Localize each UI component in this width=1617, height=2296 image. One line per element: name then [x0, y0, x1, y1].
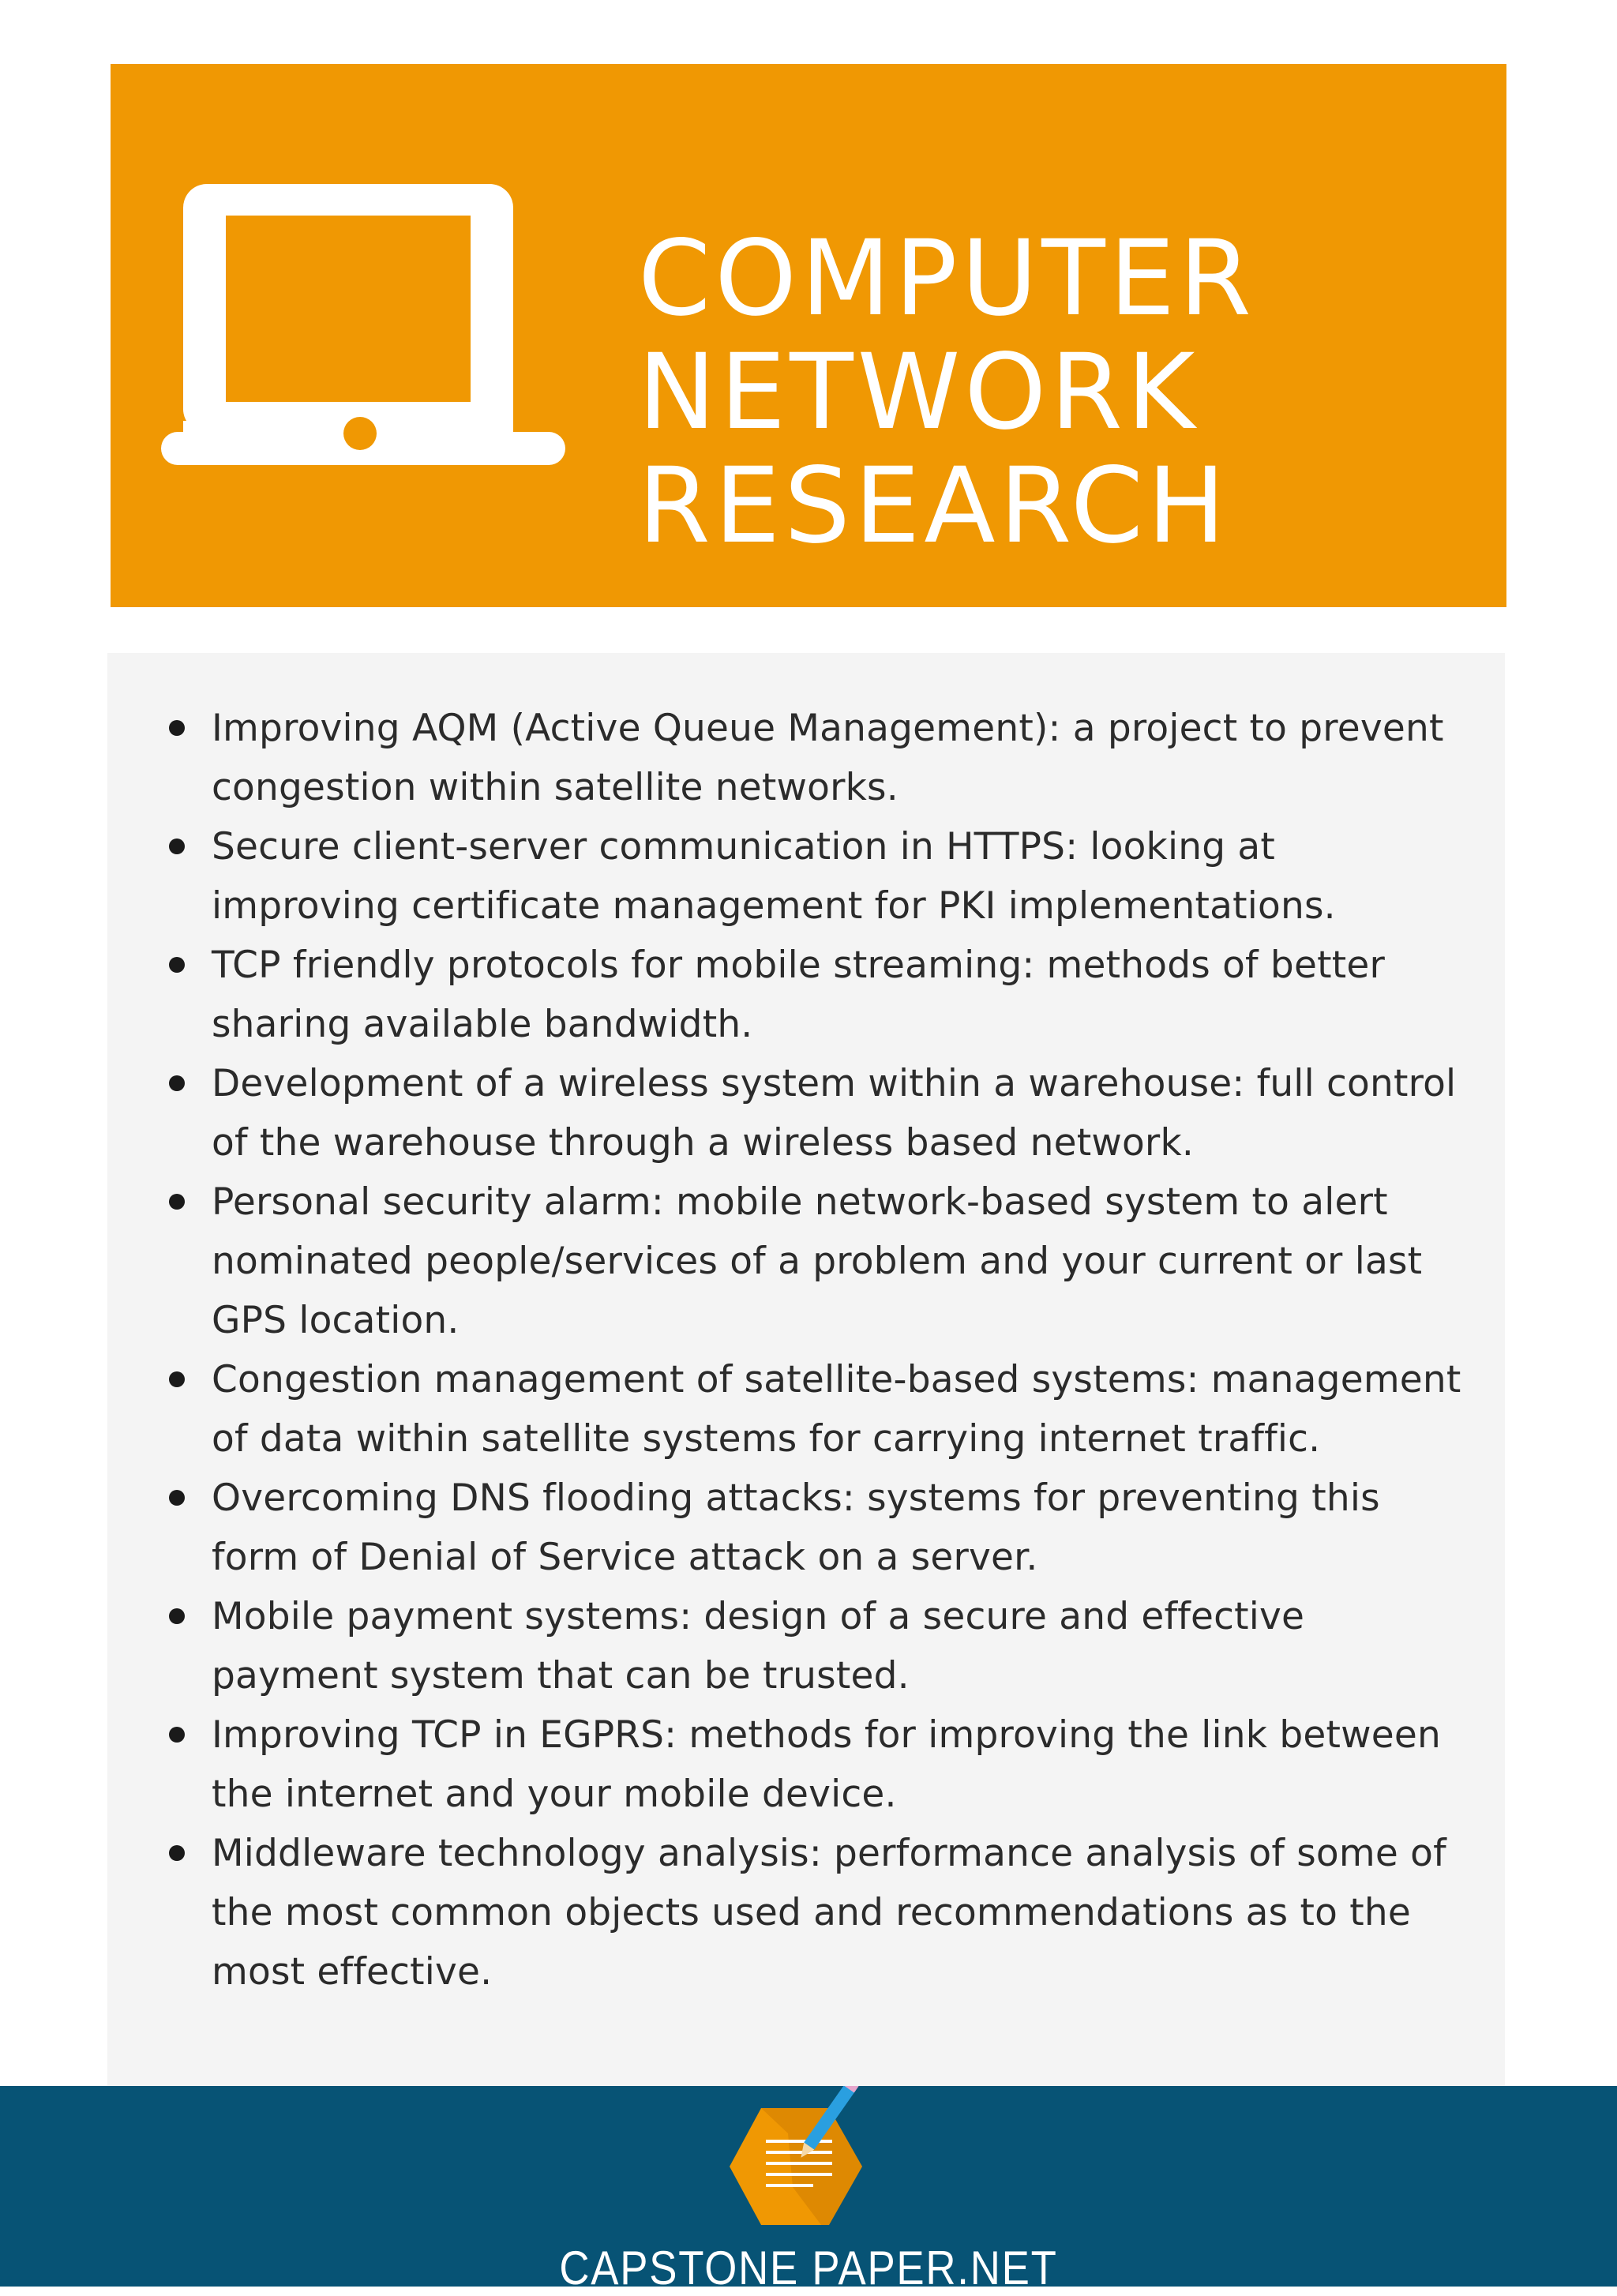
- title-line: COMPUTER: [638, 218, 1255, 340]
- bullet-icon: [169, 838, 185, 854]
- list-item: [107, 1172, 1505, 1350]
- bullet-icon: [169, 957, 185, 973]
- bullet-icon: [169, 1371, 185, 1387]
- laptop-icon: [161, 184, 565, 475]
- list-item: [107, 1469, 1505, 1587]
- list-item: [107, 1350, 1505, 1469]
- bullet-icon: [169, 720, 185, 736]
- title-line: NETWORK: [638, 332, 1199, 453]
- bullet-icon: [169, 1845, 185, 1861]
- list-item-text: Improving AQM (Active Queue Management): a project to prevent congestion within satellite networks.: [212, 707, 1444, 809]
- topic-list: [107, 699, 1505, 2001]
- list-item: [107, 699, 1505, 817]
- list-item: [107, 936, 1505, 1054]
- bullet-icon: [169, 1075, 185, 1091]
- list-item-text: Congestion management of satellite-based systems: management of data within satellite systems for carrying internet traffic.: [212, 1358, 1461, 1461]
- footer: [0, 2086, 1617, 2294]
- list-item-text: TCP friendly protocols for mobile streaming: methods of better sharing available bandwidth.: [212, 944, 1385, 1046]
- bullet-icon: [169, 1608, 185, 1624]
- list-item: [107, 1054, 1505, 1172]
- list-item-text: Development of a wireless system within a warehouse: full control of the warehouse through a wireless based network.: [212, 1062, 1457, 1165]
- list-item-text: Personal security alarm: mobile network-based system to alert nominated people/services of a problem and your current or last GPS location.: [212, 1180, 1423, 1342]
- content-panel: [107, 653, 1505, 2129]
- list-item: [107, 817, 1505, 936]
- bullet-icon: [169, 1194, 185, 1210]
- list-item-text: Mobile payment systems: design of a secure and effective payment system that can be trusted.: [212, 1595, 1305, 1698]
- brand-name[interactable]: CAPSTONE PAPER.NET: [559, 2242, 1058, 2294]
- list-item-text: Improving TCP in EGPRS: methods for improving the link between the internet and your mobile device.: [212, 1713, 1441, 1816]
- list-item-text: Secure client-server communication in HTTPS: looking at improving certificate management for PKI implementations.: [212, 825, 1336, 928]
- page-title: [638, 218, 1255, 567]
- hexagon-paper-pencil-icon: [726, 2086, 869, 2236]
- title-line: RESEARCH: [638, 445, 1230, 567]
- list-item-text: Overcoming DNS flooding attacks: systems for preventing this form of Denial of Service attack on a server.: [212, 1476, 1380, 1579]
- bullet-icon: [169, 1727, 185, 1743]
- list-item-text: Middleware technology analysis: performance analysis of some of the most common objects used and recommendations as to the most effective.: [212, 1832, 1446, 1994]
- list-item: [107, 1705, 1505, 1824]
- list-item: [107, 1824, 1505, 2001]
- header-banner: [111, 64, 1506, 607]
- list-item: [107, 1587, 1505, 1705]
- bullet-icon: [169, 1490, 185, 1506]
